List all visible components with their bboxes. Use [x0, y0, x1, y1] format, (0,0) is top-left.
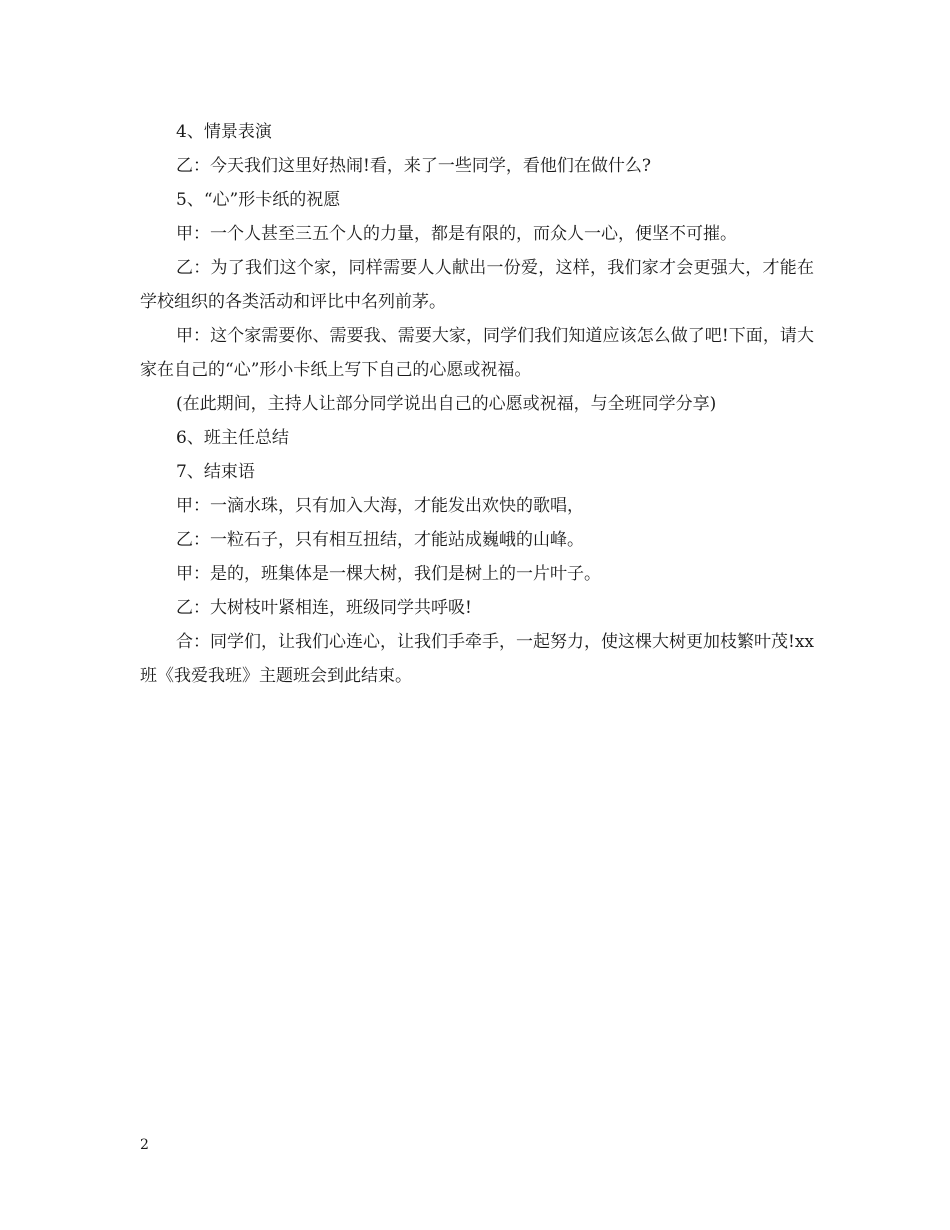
- dialogue-line: 甲：这个家需要你、需要我、需要大家，同学们我们知道应该怎么做了吧!下面，请大家在自己的“心”形小卡纸上写下自己的心愿或祝福。: [140, 326, 814, 380]
- dialogue-line: 乙：大树枝叶紧相连，班级同学共呼吸!: [176, 598, 472, 618]
- document-body: [140, 115, 814, 693]
- page-number: 2: [140, 1137, 149, 1153]
- dialogue-line: 甲：一个人甚至三五个人的力量，都是有限的，而众人一心，便坚不可摧。: [176, 224, 737, 244]
- dialogue-line: 乙：为了我们这个家，同样需要人人献出一份爱，这样，我们家才会更强大，才能在学校组织的各类活动和评比中名列前茅。: [140, 258, 814, 312]
- section-heading-7: 7、结束语: [176, 462, 255, 482]
- dialogue-line: 乙：今天我们这里好热闹!看，来了一些同学，看他们在做什么?: [176, 156, 651, 176]
- dialogue-line: 合：同学们，让我们心连心，让我们手牵手，一起努力，使这棵大树更加枝繁叶茂!xx班《我爱我班》主题班会到此结束。: [140, 632, 815, 686]
- section-heading-5: 5、“心”形卡纸的祝愿: [176, 190, 341, 210]
- dialogue-line: 甲：一滴水珠，只有加入大海，才能发出欢快的歌唱，: [176, 496, 584, 516]
- stage-note: (在此期间，主持人让部分同学说出自己的心愿或祝福，与全班同学分享): [176, 394, 717, 414]
- section-heading-4: 4、情景表演: [176, 122, 272, 142]
- section-heading-6: 6、班主任总结: [176, 428, 289, 448]
- dialogue-line: 乙：一粒石子，只有相互扭结，才能站成巍峨的山峰。: [176, 530, 584, 550]
- dialogue-line: 甲：是的，班集体是一棵大树，我们是树上的一片叶子。: [176, 564, 601, 584]
